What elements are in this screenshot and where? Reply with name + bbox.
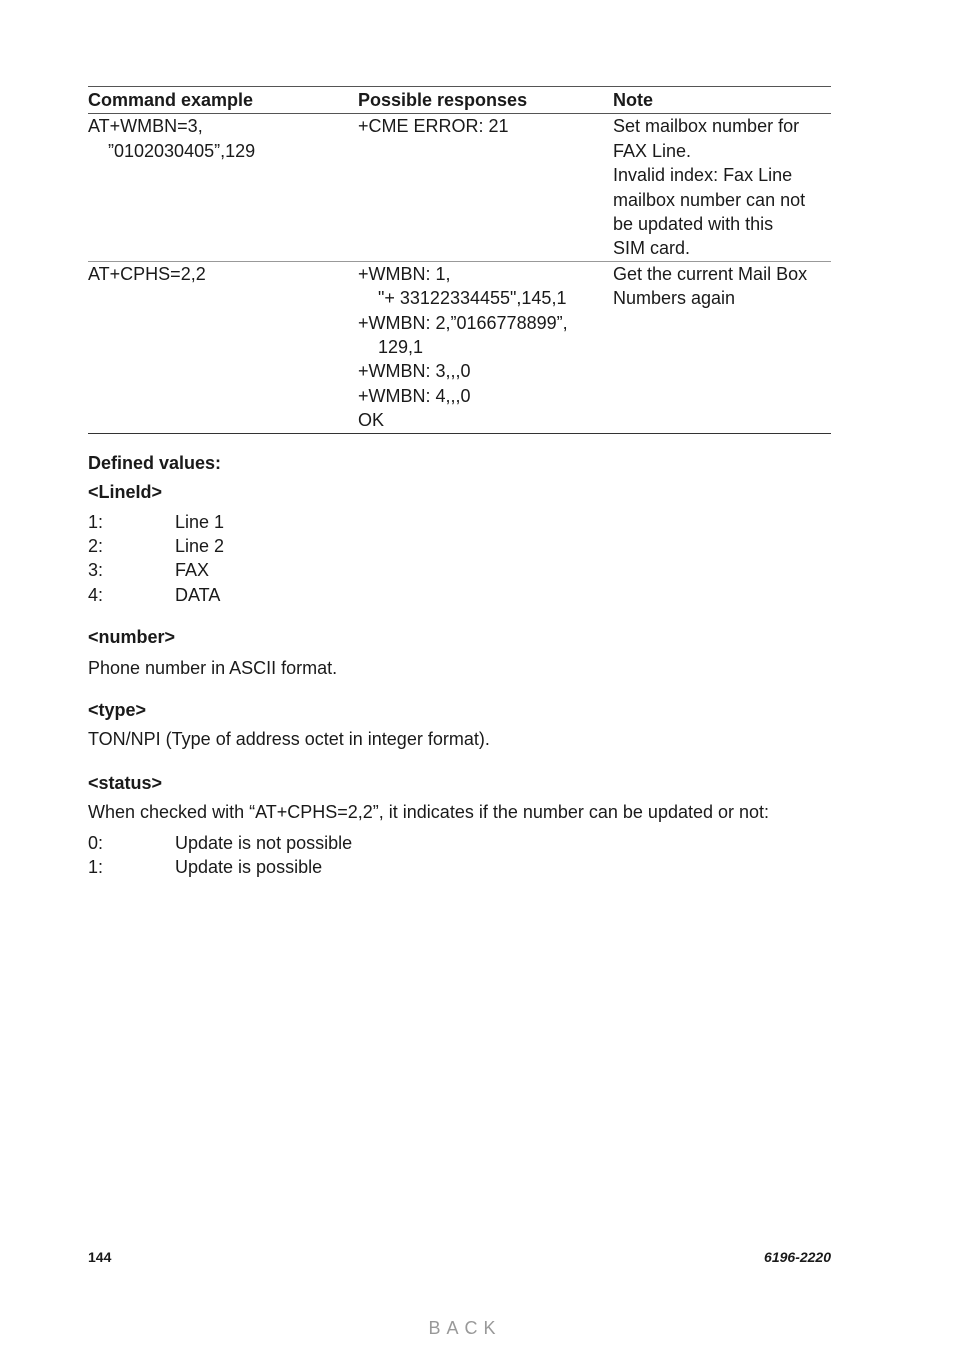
column-header-responses: Possible responses bbox=[358, 87, 613, 114]
response-line: "+ 33122334455",145,1 bbox=[378, 288, 567, 309]
list-item bbox=[88, 855, 831, 879]
table-header-row bbox=[88, 87, 831, 114]
response-line: +WMBN: 4,,,0 bbox=[358, 385, 471, 406]
responses-cell bbox=[358, 114, 613, 261]
note-line: Numbers again bbox=[613, 288, 736, 309]
list-item-key: 2: bbox=[88, 535, 104, 556]
list-item bbox=[88, 510, 831, 534]
list-item-value: Line 1 bbox=[175, 511, 225, 532]
status-heading: <status> bbox=[88, 772, 163, 793]
list-item bbox=[88, 534, 831, 558]
status-list bbox=[88, 831, 831, 880]
type-description: TON/NPI (Type of address octet in integer format). bbox=[88, 729, 490, 750]
list-item bbox=[88, 583, 831, 607]
response-line: +WMBN: 2,”0166778899”, bbox=[358, 312, 568, 333]
table-row bbox=[88, 114, 831, 261]
type-heading: <type> bbox=[88, 699, 147, 720]
document-page bbox=[88, 86, 831, 879]
list-item-key: 3: bbox=[88, 560, 104, 581]
note-line: be updated with this bbox=[613, 214, 774, 235]
command-table bbox=[88, 86, 831, 434]
responses-cell bbox=[358, 261, 613, 433]
note-line: Get the current Mail Box bbox=[613, 263, 808, 284]
note-cell bbox=[613, 261, 831, 433]
column-header-note: Note bbox=[613, 87, 831, 114]
page-number: 144 bbox=[88, 1249, 112, 1265]
command-line: ”0102030405”,129 bbox=[108, 140, 256, 161]
command-line: AT+CPHS=2,2 bbox=[88, 263, 206, 284]
list-item-value: DATA bbox=[175, 584, 221, 605]
note-line: SIM card. bbox=[613, 238, 691, 259]
document-number: 6196-2220 bbox=[764, 1249, 831, 1265]
defined-values-heading: Defined values: bbox=[88, 452, 222, 473]
response-line: +CME ERROR: 21 bbox=[358, 116, 509, 137]
note-line: Invalid index: Fax Line bbox=[613, 165, 793, 186]
defined-values-section bbox=[88, 451, 831, 880]
note-line: FAX Line. bbox=[613, 140, 692, 161]
list-item-value: Update is possible bbox=[175, 856, 323, 877]
response-line: OK bbox=[358, 410, 385, 431]
list-item-value: Line 2 bbox=[175, 535, 225, 556]
list-item bbox=[88, 558, 831, 582]
status-description: When checked with “AT+CPHS=2,2”, it indicates if the number can be updated or not: bbox=[88, 802, 770, 823]
lineid-list bbox=[88, 510, 831, 608]
list-item-key: 1: bbox=[88, 856, 104, 877]
command-line: AT+WMBN=3, bbox=[88, 116, 203, 137]
number-heading: <number> bbox=[88, 627, 176, 648]
list-item-key: 1: bbox=[88, 511, 104, 532]
list-item-key: 0: bbox=[88, 832, 104, 853]
lineid-heading: <LineId> bbox=[88, 482, 163, 503]
list-item-key: 4: bbox=[88, 584, 104, 605]
list-item bbox=[88, 831, 831, 855]
column-header-command: Command example bbox=[88, 87, 358, 114]
table-row bbox=[88, 261, 831, 433]
note-cell bbox=[613, 114, 831, 261]
response-line: 129,1 bbox=[378, 337, 424, 358]
list-item-value: Update is not possible bbox=[175, 832, 353, 853]
number-description: Phone number in ASCII format. bbox=[88, 657, 338, 678]
response-line: +WMBN: 3,,,0 bbox=[358, 361, 471, 382]
list-item-value: FAX bbox=[175, 560, 210, 581]
back-link[interactable]: BACK bbox=[428, 1318, 502, 1338]
response-line: +WMBN: 1, bbox=[358, 263, 451, 284]
note-line: mailbox number can not bbox=[613, 189, 806, 210]
note-line: Set mailbox number for bbox=[613, 116, 800, 137]
command-cell bbox=[88, 114, 358, 261]
command-cell bbox=[88, 261, 358, 433]
